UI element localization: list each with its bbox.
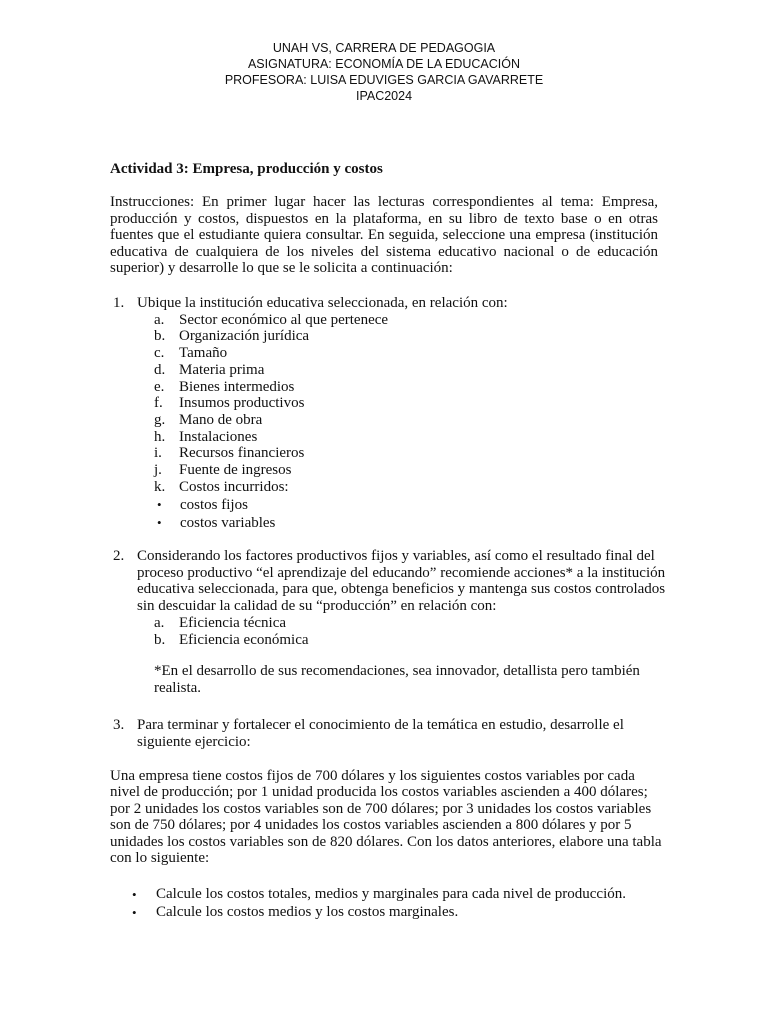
item-3-text: Para terminar y fortalecer el conocimiento de la temática en estudio, desarrolle el siguiente ejercicio: (137, 717, 624, 750)
list-item (154, 395, 670, 412)
list-item (154, 345, 670, 362)
exercise-bullet-list (132, 886, 626, 921)
list-letter: i. (154, 445, 162, 462)
list-text: Insumos productivos (179, 395, 305, 412)
header-line-subject: ASIGNATURA: ECONOMÍA DE LA EDUCACIÓN (247, 57, 521, 71)
item-1 (110, 295, 670, 532)
list-letter: a. (154, 614, 165, 631)
list-text: Mano de obra (179, 411, 263, 428)
item-3-number: 3. (113, 717, 125, 733)
list-item (154, 429, 670, 446)
list-letter: h. (154, 428, 166, 445)
item-1-sublist (154, 312, 670, 496)
list-letter: g. (154, 411, 166, 428)
list-text: Calcule los costos totales, medios y marginales para cada nivel de producción. (156, 886, 627, 902)
list-text: Materia prima (179, 361, 265, 378)
list-text: Bienes intermedios (179, 378, 295, 395)
list-item (154, 445, 670, 462)
list-text: Organización jurídica (179, 328, 310, 345)
header-line-university: UNAH VS, CARRERA DE PEDAGOGIA (272, 41, 496, 55)
list-item (154, 479, 670, 496)
bullet-icon: • (132, 887, 137, 902)
exercise-paragraph: Una empresa tiene costos fijos de 700 dólares y los siguientes costos variables por cada nivel de producción; por 1 unidad producida los costos variables ascienden a 400 dólares; por 2 unidades los costos variables son de 700 dólares; por 3 unidades los costos variables son de 750 dólares; por 4 unidades los costos variables ascienden a 800 dólares y por 5 unidades los costos variables son de 820 dólares. Con los datos anteriores, elabore una tabla con lo siguiente: (110, 768, 662, 867)
list-item (157, 514, 670, 532)
list-letter: b. (154, 631, 166, 648)
list-item (132, 886, 626, 904)
item-2-text: Considerando los factores productivos fijos y variables, así como el resultado final del proceso productivo “el aprendizaje del educando” recomiende acciones* a la institución educativa seleccionada, para que, obtenga beneficios y mantenga sus costos controlados sin descuidar la calidad de su “producción” en relación con: (137, 548, 666, 615)
item-1-text: Ubique la institución educativa seleccionada, en relación con: (137, 295, 508, 311)
list-letter: b. (154, 328, 166, 345)
list-letter: k. (154, 478, 166, 495)
item-2-sublist (154, 615, 670, 648)
list-item (132, 904, 626, 922)
list-text: Recursos financieros (179, 445, 305, 462)
costs-bullet-list (157, 496, 670, 532)
list-text: costos variables (180, 515, 276, 532)
item-2 (110, 548, 670, 697)
header-line-professor: PROFESORA: LUISA EDUVIGES GARCIA GAVARRETE (224, 73, 544, 87)
item-3 (110, 717, 670, 750)
item-1-number: 1. (113, 295, 125, 311)
list-item (157, 496, 670, 514)
list-item (154, 328, 670, 345)
list-item (154, 362, 670, 379)
item-2-number: 2. (113, 548, 125, 564)
list-text: Instalaciones (179, 428, 258, 445)
recommendation-note: *En el desarrollo de sus recomendaciones, sea innovador, detallista pero también realista. (154, 663, 640, 697)
document-header (0, 40, 768, 104)
list-item (154, 312, 670, 329)
list-text: Eficiencia económica (179, 631, 309, 648)
list-text: Costos incurridos: (179, 478, 289, 495)
bullet-icon: • (132, 904, 137, 920)
list-letter: a. (154, 311, 165, 328)
list-item (154, 462, 670, 479)
bullet-icon: • (157, 515, 162, 531)
list-letter: f. (154, 395, 163, 412)
list-letter: d. (154, 361, 166, 378)
header-line-period: IPAC2024 (355, 89, 413, 103)
list-text: Tamaño (179, 345, 228, 362)
list-letter: j. (154, 462, 162, 479)
bullet-icon: • (157, 497, 162, 513)
list-item (154, 632, 670, 649)
list-letter: c. (154, 345, 165, 362)
list-letter: e. (154, 378, 165, 395)
list-item (154, 412, 670, 429)
list-item (154, 379, 670, 396)
activity-title: Actividad 3: Empresa, producción y costos (110, 161, 383, 177)
instructions-paragraph: Instrucciones: En primer lugar hacer las lecturas correspondientes al tema: Empresa, producción y costos, dispuestos en la plataforma, en su libro de texto base o en otras fuentes que el estudiante quiera consultar. En seguida, seleccione una empresa (institución educativa de cualquiera de los niveles del sistema educativo nacional o de educación superior) y desarrolle lo que se le solicita a continuación: (110, 194, 658, 277)
list-text: costos fijos (180, 497, 248, 514)
list-item (154, 615, 670, 632)
list-text: Fuente de ingresos (179, 462, 292, 479)
list-text: Eficiencia técnica (179, 614, 287, 631)
list-text: Calcule los costos medios y los costos marginales. (156, 903, 459, 920)
list-text: Sector económico al que pertenece (179, 311, 389, 328)
